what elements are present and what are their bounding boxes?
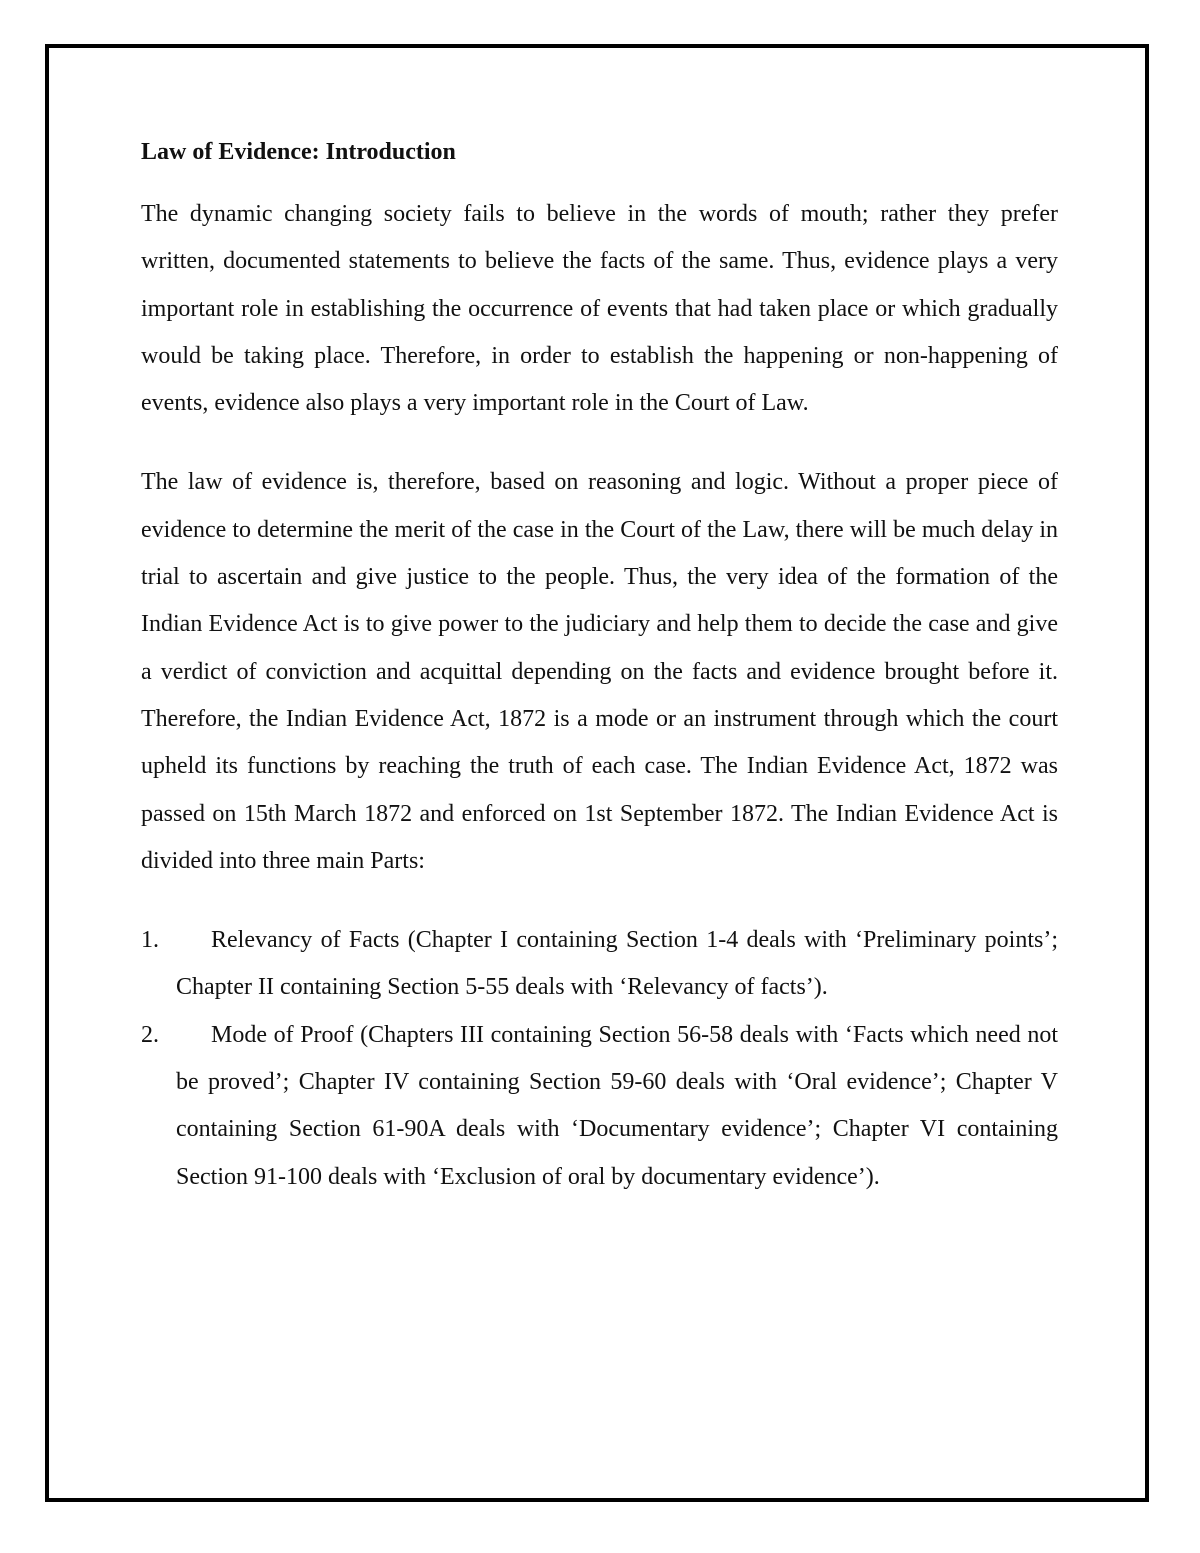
list-item bbox=[141, 917, 1058, 1012]
list-item-text: Relevancy of Facts (Chapter I containing Section 1-4 deals with ‘Preliminary points’; Chapter II containing Section 5-55 deals with ‘Relevancy of facts’). bbox=[176, 927, 1058, 1001]
list-item-text: Mode of Proof (Chapters III containing Section 56-58 deals with ‘Facts which need not be proved’; Chapter IV containing Section 59-60 deals with ‘Oral evidence’; Chapter V containing Section 61-90A deals with ‘Documentary evidence’; Chapter VI containing Section 91-100 deals with ‘Exclusion of oral by documentary evidence’). bbox=[176, 1021, 1058, 1190]
document-title: Law of Evidence: Introduction bbox=[141, 139, 456, 165]
parts-list bbox=[141, 917, 1058, 1201]
paragraph-law-of-evidence: The law of evidence is, therefore, based on reasoning and logic. Without a proper piece of evidence to determine the merit of the case in the Court of the Law, there will be much delay in trial to ascertain and give justice to the people. Thus, the very idea of the formation of the Indian Evidence Act is to give power to the judiciary and help them to decide the case and give a verdict of conviction and acquittal depending on the facts and evidence brought before it. Therefore, the Indian Evidence Act, 1872 is a mode or an instrument through which the court upheld its functions by reaching the truth of each case. The Indian Evidence Act, 1872 was passed on 15th March 1872 and enforced on 1st September 1872. The Indian Evidence Act is divided into three main Parts: bbox=[141, 469, 1058, 874]
list-item bbox=[141, 1012, 1058, 1201]
paragraph-introduction: The dynamic changing society fails to believe in the words of mouth; rather they prefer written, documented statements to believe the facts of the same. Thus, evidence plays a very important role in establishing the occurrence of events that had taken place or which gradually would be taking place. Therefore, in order to establish the happening or non-happening of events, evidence also plays a very important role in the Court of Law. bbox=[141, 201, 1058, 417]
list-item-number: 2. bbox=[141, 1021, 159, 1048]
list-item-number: 1. bbox=[141, 927, 159, 954]
document-body bbox=[141, 132, 1058, 1201]
